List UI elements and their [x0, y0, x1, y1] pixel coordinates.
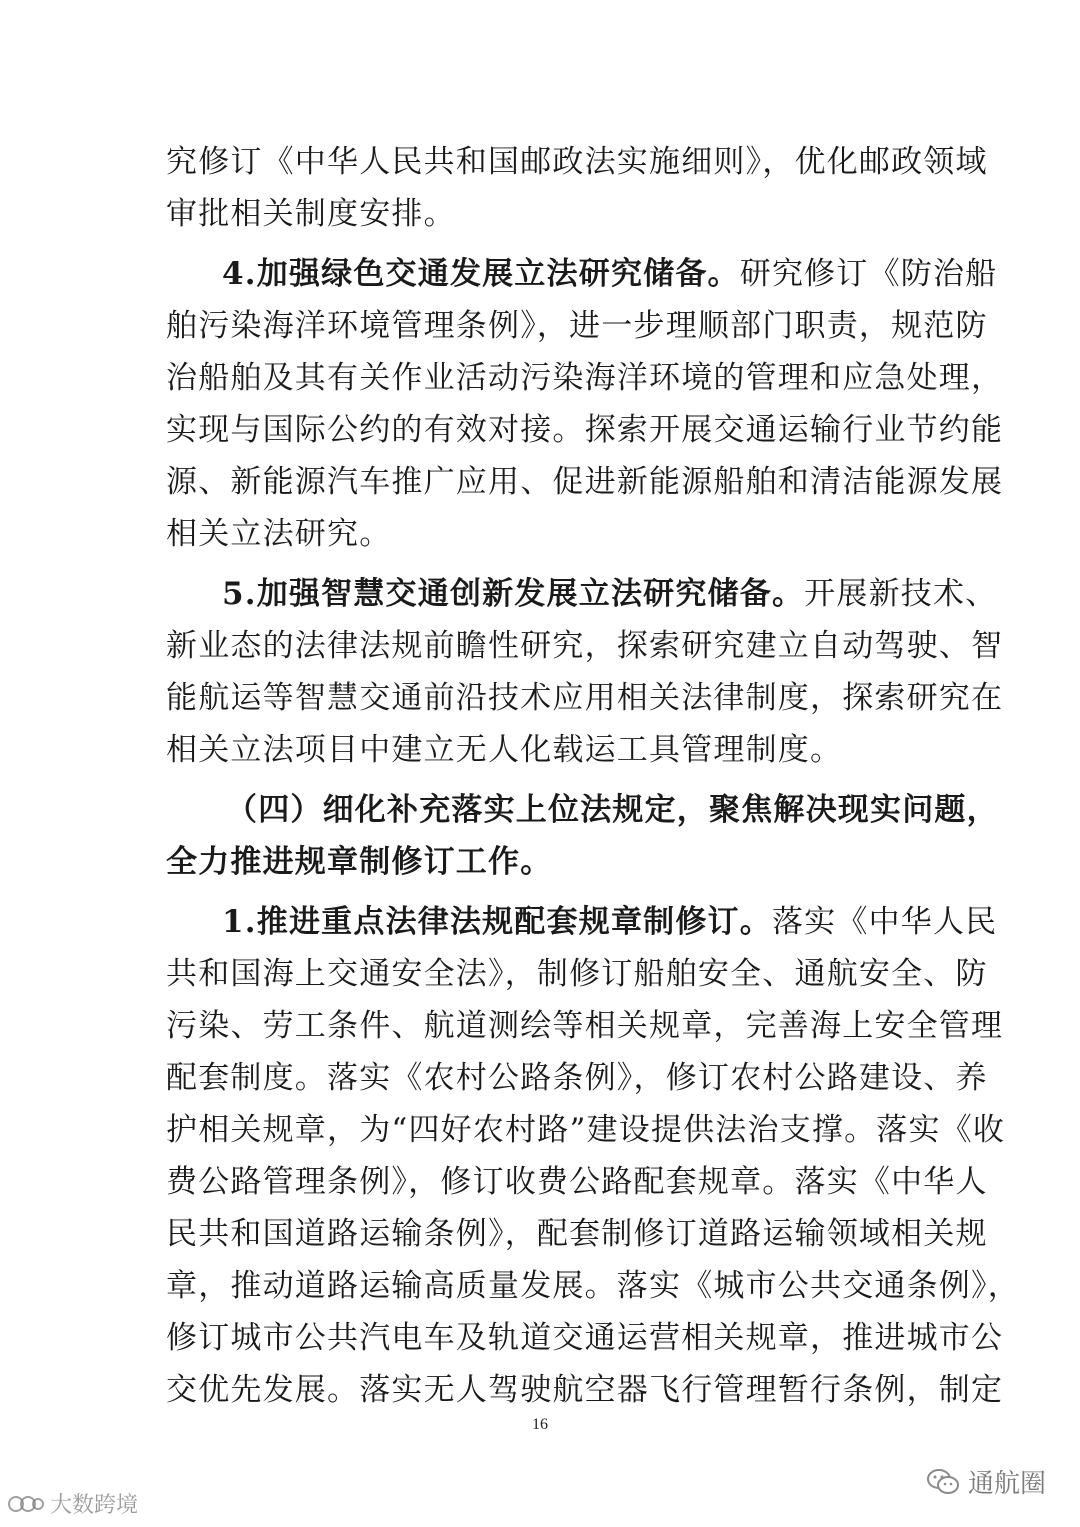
body-line: 修订城市公共汽电车及轨道交通运营相关规章，推进城市公 — [166, 1320, 1004, 1356]
body-line: 污染、劳工条件、航道测绘等相关规章，完善海上安全管理 — [166, 1008, 1004, 1044]
body-line: 究修订《中华人民共和国邮政法实施细则》，优化邮政领域 — [166, 144, 988, 180]
body-line: 能航运等智慧交通前沿技术应用相关法律制度，探索研究在 — [166, 680, 1004, 716]
body-line: 舶污染海洋环境管理条例》，进一步理顺部门职责，规范防 — [166, 308, 988, 344]
body-text: 开展新技术、 — [804, 576, 998, 612]
body-line: 新业态的法律法规前瞻性研究，探索研究建立自动驾驶、智 — [166, 628, 1004, 664]
body-line: 源、新能源汽车推广应用、促进新能源船舶和清洁能源发展 — [166, 464, 1004, 500]
section-heading-continued: 全力推进规章制修订工作。 — [166, 844, 553, 880]
brand-logo-icon — [6, 1490, 46, 1518]
body-line: 相关立法项目中建立无人化载运工具管理制度。 — [166, 732, 843, 768]
paragraph-heading: 5.加强智慧交通创新发展立法研究储备。 — [222, 576, 805, 612]
numbered-paragraph-start — [166, 248, 998, 300]
section-heading: （四）细化补充落实上位法规定，聚焦解决现实问题， — [226, 792, 999, 828]
watermark-right-text: 通航圈 — [967, 1469, 1046, 1499]
body-text: 研究修订《防治船 — [739, 256, 998, 292]
watermark-right — [926, 1463, 1046, 1500]
paragraph-heading: 4.加强绿色交通发展立法研究储备。 — [222, 256, 740, 292]
numbered-paragraph-start — [166, 896, 998, 948]
paragraph-heading: 1.推进重点法律法规配套规章制修订。 — [222, 904, 772, 940]
watermark-left — [6, 1488, 138, 1519]
page-number: 16 — [532, 1416, 548, 1433]
body-line: 护相关规章，为“四好农村路”建设提供法治支撑。落实《收 — [166, 1112, 1006, 1148]
body-line: 民共和国道路运输条例》，配套制修订道路运输领域相关规 — [166, 1216, 988, 1252]
body-line: 交优先发展。落实无人驾驶航空器飞行管理暂行条例，制定 — [166, 1372, 1004, 1408]
body-line: 实现与国际公约的有效对接。探索开展交通运输行业节约能 — [166, 412, 1004, 448]
body-line: 费公路管理条例》，修订收费公路配套规章。落实《中华人 — [166, 1164, 988, 1200]
body-line: 章，推动道路运输高质量发展。落实《城市公共交通条例》， — [166, 1268, 1020, 1304]
body-line: 治船舶及其有关作业活动污染海洋环境的管理和应急处理， — [166, 360, 1004, 396]
body-line: 共和国海上交通安全法》，制修订船舶安全、通航安全、防 — [166, 956, 988, 992]
body-text: 落实《中华人民 — [771, 904, 998, 940]
watermark-left-text: 大数跨境 — [50, 1493, 139, 1518]
body-line: 审批相关制度安排。 — [166, 196, 456, 232]
numbered-paragraph-start — [166, 568, 998, 620]
body-line: 配套制度。落实《农村公路条例》，修订农村公路建设、养 — [166, 1060, 988, 1096]
wechat-icon — [926, 1467, 960, 1497]
document-body — [166, 136, 1020, 1416]
body-line: 相关立法研究。 — [166, 516, 392, 552]
